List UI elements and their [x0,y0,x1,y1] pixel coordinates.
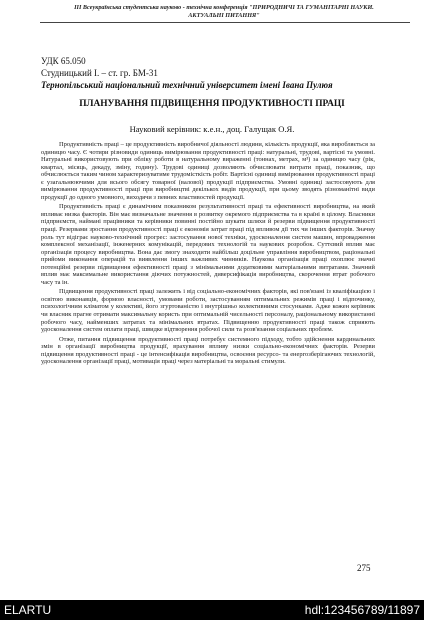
paragraph: Отже, питання підвищення продуктивності праці потребує системного підходу, тобто здійснення кардинальних змін в організації виробництва продукції, врахування впливу низки соціально-економічних факторів. Резерви підвищення продуктивності праці - це інтенсифікація виробництва, освоєння ресурсо- та енергозберігаючих технологій, удосконалення організації праці, мотивація праці через матеріальні та моральні стимули. [41,335,375,366]
handle-id: hdl:123456789/11897 [304,603,420,617]
author-line: Студницький І. – ст. гр. БМ-31 [41,68,158,78]
body-text [41,141,375,368]
paragraph: Підвищення продуктивності праці залежить і від соціально-економічних факторів, які пов'язані із кваліфікацією і освітою виконавців, формою власності, умовами роботи, застосуванням оптимальних режимів праці і відпочинку, психологічним кліматом у колективі, його згуртованістю і внутрішньо колективними стосунками. Адже кожен керівник чи власник прагне отримати максимальну користь при оптимальній чисельності персоналу, раціональному використанні робочого часу, найменших затратах та мінімальних втратах. Підвищенню продуктивності праці також сприяють удосконалення систем оплати праці, швидке відтворення робочої сили та розв'язання соціальних проблем. [41,288,375,334]
paragraph: Продуктивність праці є динамічним показником результативності праці та ефективності виробництва, на який впливає низка факторів. Він має визначальне значення в розвитку окремого підприємства та в країні в цілому. Власники підприємств, наймані працівники та керівники повинні постійно шукати шляхи й резерви підвищення продуктивності праці. Резервами зростання продуктивності праці є економія затрат праці під впливом дії тих чи інших факторів. Значну роль тут відіграє науково-технічний прогрес: застосування нової техніки, удосконалення систем машин, впровадження комплексної механізації, інженерних комунікацій, передових технологій та наукових розробок. Суттєвий вплив має організація процесу виробництва. Вона дає змогу знаходити найбільш доцільне управління виробництвом, раціональні прийоми виконання операцій та виявлення інших важливих чинників. Наукова організація праці охоплює значні потенційні резерви підвищення ефективності праці з мінімальними додатковими матеріальними витратами. Значний вплив має максимальне використання діючих потужностей, диверсифікація виробництва, скорочення втрат робочого часу та ін. [41,203,375,286]
paper-title: ПЛАНУВАННЯ ПІДВИЩЕННЯ ПРОДУКТИВНОСТІ ПРАЦІ [79,99,345,109]
university-name: Тернопільський національний технічний університет імені Івана Пулюя [41,80,333,90]
paragraph: Продуктивність праці – це продуктивність виробничої діяльності людини, кількість продукції, яка виробляється за одиницю часу. Є чотири різновиди одиниць вимірювання продуктивності праці: натуральні, трудові, вартісні та умовні. Натуральні використовують при обліку роботи в натуральному вираженні (тоннах, метрах, м³) за одиницю часу (рік, квартал, місяць, декаду, зміну, годину). Трудові одиниці дозволяють обчислювати витрати праці, показник, що обчислюється таким чином характеризуватиме трудомісткість робіт. Вартісні одиниці вимірювання продуктивності праці є узагальнюючими для всього обсягу товарної (валової) продукції підприємства. Умовні одиниці застосовують для вимірювання продуктивності праці при виробництві декількох видів продукції, при цьому зводять різноманітні види продукції до одного умовного, виходячи з певних властивостей продукції. [41,141,375,201]
conference-header: ІІІ Всеукраїнська студентська науково - технічна конференція "ПРИРОДНИЧІ ТА ГУМАНІТАРНІ НАУКИ. АКТУАЛЬНІ ПИТАННЯ" [74,4,374,19]
supervisor-line: Науковий керівник: к.е.н., доц. Галущак О.Я. [129,124,295,134]
header-divider [40,22,410,23]
udk-code: УДК 65.050 [41,56,86,66]
repository-label: ELARTU [4,603,52,617]
footer-bar [0,600,424,620]
page-number: 275 [357,563,371,573]
